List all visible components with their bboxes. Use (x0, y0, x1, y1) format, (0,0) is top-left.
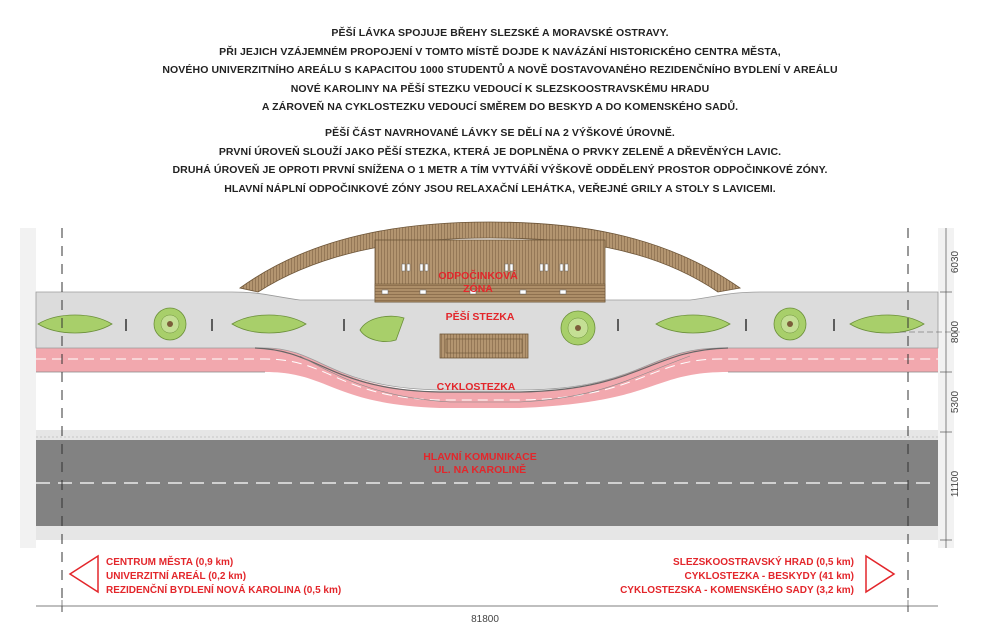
intro-line: DRUHÁ ÚROVEŇ JE OPROTI PRVNÍ SNÍŽENA O 1 METR A TÍM VYTVÁŘÍ VÝŠKOVĚ ODDĚLENÝ PROSTOR ODPOČINKOVÉ ZÓNY. (172, 164, 828, 176)
dim-6030: 6030 (950, 250, 961, 274)
intro-line: HLAVNÍ NÁPLNÍ ODPOČINKOVÉ ZÓNY JSOU RELAXAČNÍ LEHÁTKA, VEŘEJNÉ GRILY A STOLY S LAVICEMI. (224, 182, 776, 195)
intro-line: PRVNÍ ÚROVEŇ SLOUŽÍ JAKO PĚŠÍ STEZKA, KTERÁ JE DOPLNĚNA O PRVKY ZELENĚ A DŘEVĚNÝCH LAVIC. (218, 145, 782, 158)
intro-line: PŘI JEJICH VZÁJEMNÉM PROPOJENÍ V TOMTO MÍSTĚ DOJDE K NAVÁZÁNÍ HISTORICKÉHO CENTRA MĚSTA, (219, 45, 781, 58)
dim-8000: 8000 (950, 320, 961, 344)
dim-11100: 11100 (950, 470, 961, 498)
right-direction-3: CYKLOSTEZSKA - KOMENSKÉHO SADY (3,2 km) (620, 585, 854, 596)
left-direction-3: REZIDENČNÍ BYDLENÍ NOVÁ KAROLINA (0,5 km) (106, 585, 342, 596)
tree (154, 308, 186, 340)
sidewalk-top (36, 430, 938, 440)
left-direction-1: CENTRUM MĚSTA (0,9 km) (106, 557, 234, 568)
left-direction-2: UNIVERZITNÍ AREÁL (0,2 km) (106, 571, 247, 582)
right-arrow-icon (866, 556, 894, 592)
intro-line: NOVÉ KAROLINY NA PĚŠÍ STEZKU VEDOUCÍ K SLEZSKOOSTRAVSKÉMU HRADU (290, 82, 710, 95)
left-fade (20, 228, 36, 548)
intro-line: PĚŠÍ ČÁST NAVRHOVANÉ LÁVKY SE DĚLÍ NA 2 VÝŠKOVÉ ÚROVNĚ. (325, 127, 675, 139)
green-strip (36, 408, 938, 430)
right-direction-2: CYKLOSTEZKA - BESKYDY (41 km) (684, 571, 854, 582)
dim-5300: 5300 (950, 390, 961, 414)
tree (774, 308, 806, 340)
cycle-path-label: CYKLOSTEZKA (436, 381, 516, 393)
rest-zone-label-2: ZÓNA (463, 283, 493, 295)
rest-zone-label: ODPOČINKOVÁ (438, 270, 518, 282)
footpath-label: PĚŠÍ STEZKA (445, 311, 515, 323)
right-direction-1: SLEZSKOOSTRAVSKÝ HRAD (0,5 km) (673, 557, 854, 568)
sidewalk-bottom (36, 526, 938, 540)
tree (561, 311, 595, 345)
dim-total: 81800 (471, 614, 499, 625)
intro-line: NOVÉHO UNIVERZITNÍHO AREÁLU S KAPACITOU 1000 STUDENTŮ A NOVĚ DOSTAVOVANÉHO REZIDENČNÍHO BYDLENÍ V AREÁLU (162, 64, 838, 76)
intro-line: A ZÁROVEŇ NA CYKLOSTEZKU VEDOUCÍ SMĚREM DO BESKYD A DO KOMENSKÉHO SADŮ. (261, 101, 739, 113)
road-label-2: UL. NA KAROLINĚ (433, 464, 527, 476)
road-label: HLAVNÍ KOMUNIKACE (423, 451, 537, 463)
dimension-line-bottom (36, 600, 938, 612)
left-arrow-icon (70, 556, 98, 592)
bench (440, 334, 528, 358)
intro-line: PĚŠÍ LÁVKA SPOJUJE BŘEHY SLEZSKÉ A MORAVSKÉ OSTRAVY. (331, 27, 669, 39)
